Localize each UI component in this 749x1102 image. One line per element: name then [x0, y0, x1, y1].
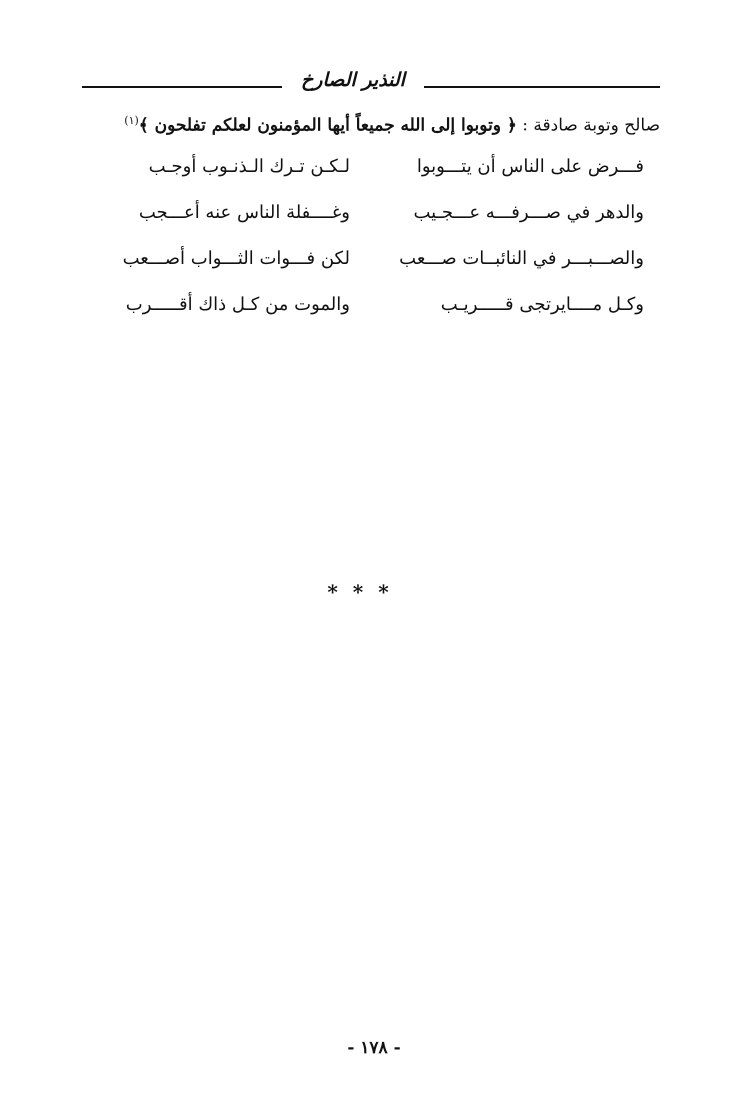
- page-number: - ١٧٨ -: [347, 1038, 401, 1058]
- verse-second-hemistich: لكن فـــوات الثـــواب أصـــعب: [122, 248, 350, 269]
- intro-paragraph: [84, 106, 660, 141]
- intro-lead-text: صالح وتوبة صادقة :: [522, 115, 660, 136]
- quran-verse: ﴿ وتوبوا إلى الله جميعاً أيها المؤمنون لعلكم تفلحون ﴾: [138, 115, 517, 136]
- header-rule-left: [82, 86, 282, 88]
- verse-second-hemistich: والموت من كـل ذاك أقـــــرب: [125, 294, 350, 315]
- verse-second-hemistich: لـكـن تـرك الـذنـوب أوجـب: [148, 156, 350, 177]
- poem-verse: [90, 150, 654, 196]
- running-header-title: النذير الصارخ: [301, 69, 405, 91]
- section-separator: * * *: [327, 580, 393, 604]
- poem-verse: [90, 242, 654, 288]
- verse-first-hemistich: والدهر في صـــرفـــه عـــجـيب: [413, 202, 644, 223]
- footnote-reference: (١): [124, 114, 139, 127]
- verse-first-hemistich: فـــرض على الناس أن يتـــوبوا: [416, 156, 644, 177]
- poem: [90, 150, 654, 334]
- header-rule-right: [424, 86, 660, 88]
- poem-verse: [90, 288, 654, 334]
- verse-second-hemistich: وغــــفلة الناس عنه أعـــجب: [138, 202, 350, 223]
- verse-first-hemistich: والصـــبـــر في النائبــات صـــعب: [399, 248, 644, 269]
- poem-verse: [90, 196, 654, 242]
- verse-first-hemistich: وكـل مــــايرتجى قـــــريـب: [440, 294, 644, 315]
